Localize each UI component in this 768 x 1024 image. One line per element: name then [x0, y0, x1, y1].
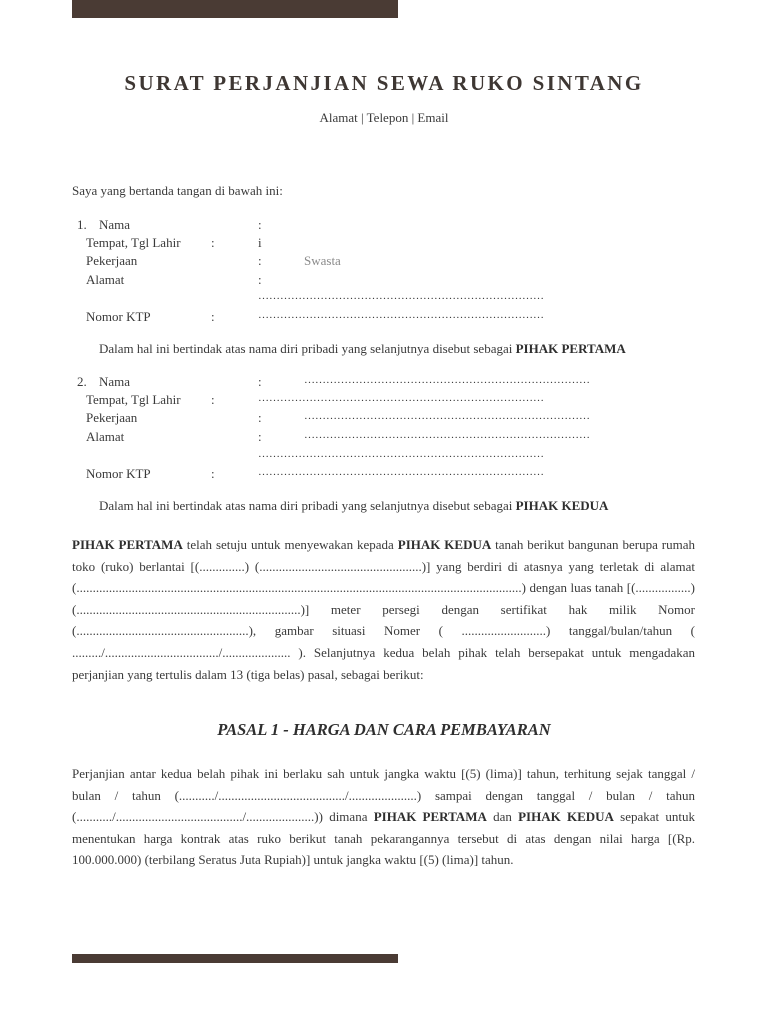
party2-pekerjaan-label: Pekerjaan	[86, 410, 138, 425]
party2-ttl-dots: ……………………………………………………………………	[258, 392, 544, 404]
party2-nama-label: Nama	[99, 374, 131, 389]
pasal-1-heading: PASAL 1 - HARGA DAN CARA PEMBAYARAN	[217, 720, 551, 739]
party1-number: 1.	[77, 217, 87, 232]
party2-ttl-label: Tempat, Tgl Lahir	[86, 392, 181, 407]
party1-nama-colon: :	[258, 217, 262, 232]
party2-number: 2.	[77, 374, 87, 389]
party1-nama-label: Nama	[99, 217, 131, 232]
party1-alamat-label: Alamat	[86, 272, 125, 287]
party2-alamat-label: Alamat	[86, 429, 125, 444]
bottom-decorative-bar	[72, 954, 398, 963]
party1-alamat-colon: :	[258, 272, 262, 287]
party1-ktp-colon: :	[211, 309, 215, 324]
party2-role: PIHAK KEDUA	[515, 498, 609, 513]
intro-text: Saya yang bertanda tangan di bawah ini:	[72, 183, 283, 198]
party2-alamat-dots-2: ……………………………………………………………………	[258, 448, 544, 460]
party1-ktp-dots: ……………………………………………………………………	[258, 309, 544, 321]
party2-alamat-dots: ……………………………………………………………………	[304, 429, 590, 441]
party2-nama-colon: :	[258, 374, 262, 389]
document-title: SURAT PERJANJIAN SEWA RUKO SINTANG	[124, 71, 644, 95]
party2-pekerjaan-colon: :	[258, 410, 262, 425]
top-decorative-bar	[72, 0, 398, 18]
party1-alamat-dots: ……………………………………………………………………	[258, 290, 544, 302]
party1-ttl-colon: :	[211, 235, 215, 250]
party1-pekerjaan-label: Pekerjaan	[86, 253, 138, 268]
party1-ttl-mark: i	[258, 235, 262, 250]
party2-pekerjaan-dots: ……………………………………………………………………	[304, 410, 590, 422]
party2-nama-dots: ……………………………………………………………………	[304, 374, 590, 386]
pasal-1-paragraph: Perjanjian antar kedua belah pihak ini berlaku sah untuk jangka waktu [(5) (lima)] tahun, terhitung sejak tanggal / bulan / tahun (.........../......................................./.....................) sampai dengan tanggal / bulan / tahun (.........../......................................./.....................)) dimana PIHAK PERTAMA dan PIHAK KEDUA sepakat untuk menentukan harga kontrak atas ruko berikut tanah pekarangannya tersebut di atas dengan nilai harga [(Rp. 100.000.000) (terbilang Seratus Juta Rupiah)] untuk jangka waktu [(5) (lima)] tahun.	[72, 766, 695, 868]
party2-statement: Dalam hal ini bertindak atas nama diri pribadi yang selanjutnya disebut sebagai PIHAK KEDUA	[99, 498, 609, 513]
party1-pekerjaan-value: Swasta	[304, 253, 341, 268]
party1-ktp-label: Nomor KTP	[86, 309, 151, 324]
party1-pekerjaan-colon: :	[258, 253, 262, 268]
party1-ttl-label: Tempat, Tgl Lahir	[86, 235, 181, 250]
party2-ttl-colon: :	[211, 392, 215, 407]
party2-ktp-colon: :	[211, 466, 215, 481]
party1-statement: Dalam hal ini bertindak atas nama diri pribadi yang selanjutnya disebut sebagai PIHAK PERTAMA	[99, 341, 626, 356]
party2-ktp-label: Nomor KTP	[86, 466, 151, 481]
party2-alamat-colon: :	[258, 429, 262, 444]
party1-role: PIHAK PERTAMA	[515, 341, 626, 356]
contact-line: Alamat | Telepon | Email	[319, 110, 449, 125]
party2-ktp-dots: ……………………………………………………………………	[258, 466, 544, 478]
agreement-paragraph: PIHAK PERTAMA telah setuju untuk menyewakan kepada PIHAK KEDUA tanah berikut bangunan berupa rumah toko (ruko) berlantai [(..............) (..................................................)] yang berdiri di atasnya yang terletak di alamat (.........................................................................................................................................) dengan luas tanah [(.................) (.....................................................................)] meter persegi dengan sertifikat hak milik Nomor (.....................................................), gambar situasi Nomer ( ..........................) tanggal/bulan/tahun ( ........./.................................../..................... ). Selanjutnya kedua belah pihak telah bersepakat untuk mengadakan perjanjian yang tertulis dalam 13 (tiga belas) pasal, sebagai berikut:	[72, 537, 695, 682]
